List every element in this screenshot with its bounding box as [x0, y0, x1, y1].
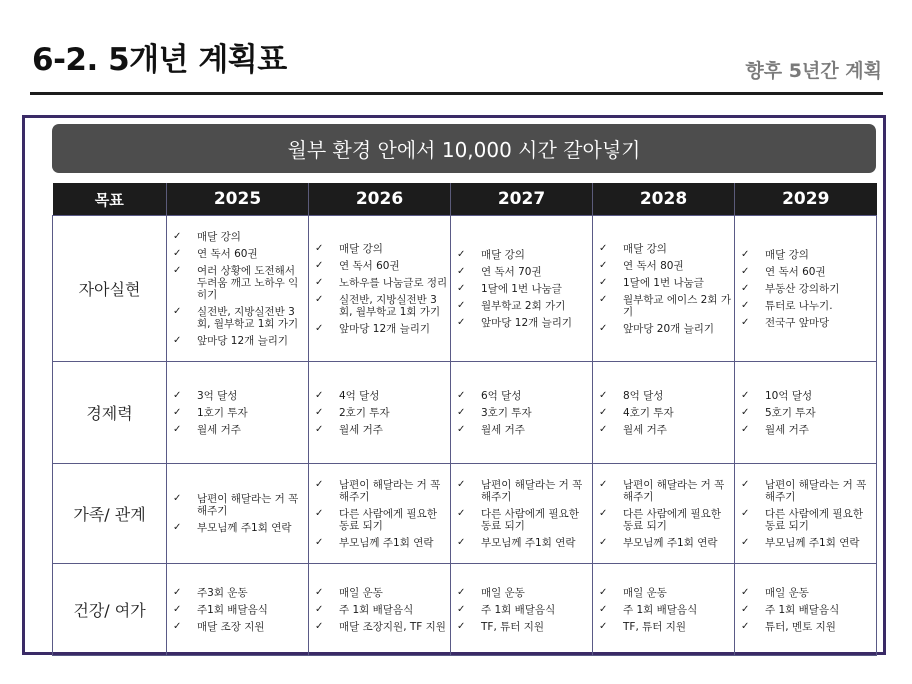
- item-text: 주 1회 배달음식: [623, 603, 698, 616]
- item-text: 앞마당 12개 늘리기: [481, 316, 573, 329]
- list-item: [457, 537, 590, 549]
- item-text: 3호기 투자: [481, 406, 532, 419]
- item-text: 튜터로 나누기.: [765, 299, 833, 312]
- list-item: [599, 604, 732, 616]
- plan-cell: [735, 564, 877, 656]
- list-item: [315, 508, 448, 532]
- check-icon: ✓: [741, 536, 750, 548]
- list-item: [741, 587, 874, 599]
- check-icon: ✓: [315, 586, 324, 598]
- table-row: [53, 362, 877, 464]
- item-text: 남편이 해달라는 거 꼭 해주기: [481, 478, 583, 503]
- check-icon: ✓: [173, 305, 182, 317]
- check-icon: ✓: [457, 248, 466, 260]
- item-text: 1호기 투자: [197, 406, 248, 419]
- item-text: 1달에 1번 나눔글: [623, 276, 704, 289]
- plan-cell: [309, 464, 451, 564]
- header-year: 2028: [593, 183, 735, 216]
- five-year-plan-table: [52, 183, 877, 656]
- list-item: [315, 243, 448, 255]
- list-item: [457, 424, 590, 436]
- item-text: 실전반, 지방실전반 3회, 월부학교 1회 가기: [197, 305, 299, 330]
- plan-cell: [309, 564, 451, 656]
- list-item: [599, 424, 732, 436]
- check-icon: ✓: [741, 603, 750, 615]
- item-text: 주 1회 배달음식: [481, 603, 556, 616]
- list-item: [741, 537, 874, 549]
- check-icon: ✓: [741, 406, 750, 418]
- check-icon: ✓: [741, 248, 750, 260]
- list-item: [599, 260, 732, 272]
- list-item: [315, 587, 448, 599]
- check-icon: ✓: [599, 276, 608, 288]
- list-item: [741, 249, 874, 261]
- list-item: [173, 265, 306, 301]
- check-icon: ✓: [741, 299, 750, 311]
- item-text: 2호기 투자: [339, 406, 390, 419]
- list-item: [599, 407, 732, 419]
- list-item: [741, 407, 874, 419]
- item-text: 남편이 해달라는 거 꼭 해주기: [623, 478, 725, 503]
- item-text: 매일 운동: [481, 586, 525, 599]
- list-item: [457, 317, 590, 329]
- list-item: [173, 493, 306, 517]
- list-item: [173, 335, 306, 347]
- check-icon: ✓: [173, 247, 182, 259]
- check-icon: ✓: [173, 603, 182, 615]
- item-text: 전국구 앞마당: [765, 316, 830, 329]
- item-text: 여러 상황에 도전해서 두려움 깨고 노하우 익히기: [197, 264, 299, 301]
- list-item: [173, 604, 306, 616]
- list-item: [457, 587, 590, 599]
- item-text: 4억 달성: [339, 389, 380, 402]
- plan-cell: [735, 464, 877, 564]
- item-text: TF, 튜터 지원: [623, 620, 687, 633]
- list-item: [173, 587, 306, 599]
- item-text: 앞마당 12개 늘리기: [197, 334, 289, 347]
- list-item: [173, 390, 306, 402]
- check-icon: ✓: [315, 536, 324, 548]
- check-icon: ✓: [315, 620, 324, 632]
- list-item: [741, 508, 874, 532]
- plan-cell: [451, 362, 593, 464]
- item-text: 매달 강의: [197, 230, 241, 243]
- list-item: [457, 249, 590, 261]
- check-icon: ✓: [457, 603, 466, 615]
- plan-cell: [167, 362, 309, 464]
- list-item: [173, 424, 306, 436]
- list-item: [599, 294, 732, 318]
- goal-list: [457, 249, 590, 329]
- item-text: 월세 거주: [339, 423, 383, 436]
- list-item: [599, 323, 732, 335]
- goal-list: [173, 587, 306, 633]
- item-text: 매달 강의: [339, 242, 383, 255]
- list-item: [457, 266, 590, 278]
- item-text: 다른 사람에게 필요한 동료 되기: [765, 507, 863, 532]
- header-goal: 목표: [53, 183, 167, 216]
- list-item: [173, 306, 306, 330]
- item-text: 1달에 1번 나눔글: [481, 282, 562, 295]
- goal-list: [599, 390, 732, 436]
- item-text: 연 독서 60권: [339, 259, 400, 272]
- item-text: 월부학교 2회 가기: [481, 299, 566, 312]
- item-text: 매달 조장 지원: [197, 620, 265, 633]
- check-icon: ✓: [599, 620, 608, 632]
- check-icon: ✓: [599, 293, 608, 305]
- item-text: 월부학교 에이스 2회 가기: [623, 293, 731, 318]
- list-item: [457, 390, 590, 402]
- item-text: 8억 달성: [623, 389, 664, 402]
- category-label: 가족/ 관계: [53, 464, 167, 564]
- item-text: 부모님께 주1회 연락: [481, 536, 576, 549]
- item-text: 월세 거주: [197, 423, 241, 436]
- goal-list: [315, 479, 448, 549]
- check-icon: ✓: [599, 478, 608, 490]
- check-icon: ✓: [173, 620, 182, 632]
- item-text: 연 독서 60권: [197, 247, 258, 260]
- item-text: 다른 사람에게 필요한 동료 되기: [481, 507, 579, 532]
- list-item: [741, 317, 874, 329]
- item-text: 앞마당 12개 늘리기: [339, 322, 431, 335]
- item-text: TF, 튜터 지원: [481, 620, 545, 633]
- item-text: 다른 사람에게 필요한 동료 되기: [339, 507, 437, 532]
- goal-list: [173, 493, 306, 534]
- plan-cell: [167, 464, 309, 564]
- check-icon: ✓: [457, 620, 466, 632]
- list-item: [599, 621, 732, 633]
- check-icon: ✓: [741, 507, 750, 519]
- item-text: 월세 거주: [481, 423, 525, 436]
- list-item: [457, 407, 590, 419]
- check-icon: ✓: [599, 406, 608, 418]
- list-item: [315, 604, 448, 616]
- check-icon: ✓: [173, 406, 182, 418]
- item-text: 주3회 운동: [197, 586, 248, 599]
- table-row: [53, 216, 877, 362]
- check-icon: ✓: [315, 276, 324, 288]
- goal-list: [173, 390, 306, 436]
- item-text: 다른 사람에게 필요한 동료 되기: [623, 507, 721, 532]
- item-text: 매달 조장지원, TF 지원: [339, 620, 446, 633]
- check-icon: ✓: [741, 478, 750, 490]
- check-icon: ✓: [741, 389, 750, 401]
- list-item: [741, 300, 874, 312]
- goal-list: [599, 243, 732, 335]
- item-text: 노하우를 나눔글로 정리: [339, 276, 448, 289]
- category-label: 건강/ 여가: [53, 564, 167, 656]
- table-body: [53, 216, 877, 656]
- item-text: 실전반, 지방실전반 3회, 월부학교 1회 가기: [339, 293, 441, 318]
- item-text: 매일 운동: [339, 586, 383, 599]
- list-item: [315, 424, 448, 436]
- check-icon: ✓: [457, 316, 466, 328]
- check-icon: ✓: [315, 507, 324, 519]
- list-item: [599, 479, 732, 503]
- plan-cell: [593, 464, 735, 564]
- plan-cell: [593, 216, 735, 362]
- item-text: 주 1회 배달음식: [339, 603, 414, 616]
- check-icon: ✓: [599, 586, 608, 598]
- check-icon: ✓: [457, 265, 466, 277]
- item-text: 부동산 강의하기: [765, 282, 840, 295]
- list-item: [599, 587, 732, 599]
- item-text: 매달 강의: [481, 248, 525, 261]
- item-text: 매달 강의: [765, 248, 809, 261]
- item-text: 월세 거주: [765, 423, 809, 436]
- category-label: 자아실현: [53, 216, 167, 362]
- header-year: 2026: [309, 183, 451, 216]
- list-item: [741, 283, 874, 295]
- check-icon: ✓: [457, 536, 466, 548]
- check-icon: ✓: [173, 493, 182, 504]
- list-item: [173, 231, 306, 243]
- check-icon: ✓: [599, 259, 608, 271]
- check-icon: ✓: [315, 259, 324, 271]
- goal-list: [599, 479, 732, 549]
- item-text: 5호기 투자: [765, 406, 816, 419]
- check-icon: ✓: [741, 282, 750, 294]
- check-icon: ✓: [599, 603, 608, 615]
- list-item: [457, 283, 590, 295]
- plan-cell: [593, 564, 735, 656]
- item-text: 부모님께 주1회 연락: [765, 536, 860, 549]
- plan-cell: [309, 216, 451, 362]
- list-item: [741, 390, 874, 402]
- check-icon: ✓: [173, 423, 182, 435]
- list-item: [315, 621, 448, 633]
- item-text: 남편이 해달라는 거 꼭 해주기: [765, 478, 867, 503]
- check-icon: ✓: [599, 389, 608, 401]
- item-text: 부모님께 주1회 연락: [197, 522, 292, 534]
- check-icon: ✓: [599, 507, 608, 519]
- check-icon: ✓: [315, 293, 324, 305]
- check-icon: ✓: [457, 423, 466, 435]
- table-row: [53, 564, 877, 656]
- header-year: 2029: [735, 183, 877, 216]
- check-icon: ✓: [315, 478, 324, 490]
- goal-list: [599, 587, 732, 633]
- goal-list: [457, 587, 590, 633]
- page-subtitle: 향후 5년간 계획: [745, 60, 882, 82]
- goal-list: [457, 479, 590, 549]
- list-item: [599, 390, 732, 402]
- list-item: [457, 621, 590, 633]
- item-text: 월세 거주: [623, 423, 667, 436]
- item-text: 4호기 투자: [623, 406, 674, 419]
- list-item: [457, 479, 590, 503]
- plan-cell: [309, 362, 451, 464]
- list-item: [315, 390, 448, 402]
- check-icon: ✓: [741, 423, 750, 435]
- header-year: 2025: [167, 183, 309, 216]
- list-item: [599, 243, 732, 255]
- list-item: [315, 479, 448, 503]
- item-text: 주1회 배달음식: [197, 603, 268, 616]
- goal-banner: 월부 환경 안에서 10,000 시간 갈아넣기: [52, 124, 876, 173]
- check-icon: ✓: [173, 522, 182, 533]
- check-icon: ✓: [315, 423, 324, 435]
- check-icon: ✓: [457, 507, 466, 519]
- list-item: [173, 621, 306, 633]
- page-title: 6-2. 5개년 계획표: [32, 42, 287, 78]
- check-icon: ✓: [173, 230, 182, 242]
- check-icon: ✓: [741, 316, 750, 328]
- list-item: [315, 294, 448, 318]
- item-text: 주 1회 배달음식: [765, 603, 840, 616]
- list-item: [741, 424, 874, 436]
- item-text: 10억 달성: [765, 389, 813, 402]
- list-item: [315, 277, 448, 289]
- item-text: 부모님께 주1회 연락: [623, 536, 718, 549]
- item-text: 연 독서 80권: [623, 259, 684, 272]
- check-icon: ✓: [457, 478, 466, 490]
- check-icon: ✓: [457, 586, 466, 598]
- check-icon: ✓: [457, 389, 466, 401]
- list-item: [741, 266, 874, 278]
- list-item: [741, 604, 874, 616]
- list-item: [315, 407, 448, 419]
- plan-cell: [735, 362, 877, 464]
- list-item: [741, 479, 874, 503]
- goal-list: [741, 390, 874, 436]
- goal-list: [315, 390, 448, 436]
- item-text: 남편이 해달라는 거 꼭 해주기: [339, 478, 441, 503]
- list-item: [599, 277, 732, 289]
- item-text: 3억 달성: [197, 389, 238, 402]
- check-icon: ✓: [173, 586, 182, 598]
- plan-cell: [593, 362, 735, 464]
- item-text: 매일 운동: [765, 586, 809, 599]
- item-text: 매일 운동: [623, 586, 667, 599]
- goal-list: [741, 249, 874, 329]
- list-item: [599, 537, 732, 549]
- category-label: 경제력: [53, 362, 167, 464]
- list-item: [173, 522, 306, 534]
- list-item: [457, 300, 590, 312]
- check-icon: ✓: [599, 423, 608, 435]
- list-item: [457, 508, 590, 532]
- goal-list: [315, 587, 448, 633]
- plan-cell: [451, 564, 593, 656]
- goal-list: [173, 231, 306, 347]
- list-item: [173, 248, 306, 260]
- check-icon: ✓: [315, 389, 324, 401]
- list-item: [457, 604, 590, 616]
- goal-list: [315, 243, 448, 335]
- plan-cell: [451, 464, 593, 564]
- table-row: [53, 464, 877, 564]
- check-icon: ✓: [599, 242, 608, 254]
- check-icon: ✓: [741, 620, 750, 632]
- list-item: [741, 621, 874, 633]
- check-icon: ✓: [741, 265, 750, 277]
- check-icon: ✓: [315, 242, 324, 254]
- item-text: 남편이 해달라는 거 꼭 해주기: [197, 493, 299, 517]
- item-text: 연 독서 70권: [481, 265, 542, 278]
- list-item: [599, 508, 732, 532]
- check-icon: ✓: [599, 322, 608, 334]
- check-icon: ✓: [315, 406, 324, 418]
- header-year: 2027: [451, 183, 593, 216]
- plan-cell: [167, 564, 309, 656]
- check-icon: ✓: [457, 282, 466, 294]
- list-item: [315, 260, 448, 272]
- check-icon: ✓: [173, 389, 182, 401]
- check-icon: ✓: [315, 603, 324, 615]
- item-text: 6억 달성: [481, 389, 522, 402]
- check-icon: ✓: [315, 322, 324, 334]
- item-text: 튜터, 멘토 지원: [765, 620, 836, 633]
- goal-list: [457, 390, 590, 436]
- plan-cell: [451, 216, 593, 362]
- goal-list: [741, 587, 874, 633]
- table-header-row: [53, 183, 877, 216]
- check-icon: ✓: [457, 406, 466, 418]
- list-item: [173, 407, 306, 419]
- check-icon: ✓: [457, 299, 466, 311]
- title-divider: [30, 92, 883, 95]
- check-icon: ✓: [173, 264, 182, 276]
- item-text: 앞마당 20개 늘리기: [623, 322, 715, 335]
- list-item: [315, 537, 448, 549]
- plan-cell: [167, 216, 309, 362]
- goal-list: [741, 479, 874, 549]
- check-icon: ✓: [173, 334, 182, 346]
- item-text: 부모님께 주1회 연락: [339, 536, 434, 549]
- check-icon: ✓: [599, 536, 608, 548]
- list-item: [315, 323, 448, 335]
- check-icon: ✓: [741, 586, 750, 598]
- item-text: 매달 강의: [623, 242, 667, 255]
- plan-cell: [735, 216, 877, 362]
- item-text: 연 독서 60권: [765, 265, 826, 278]
